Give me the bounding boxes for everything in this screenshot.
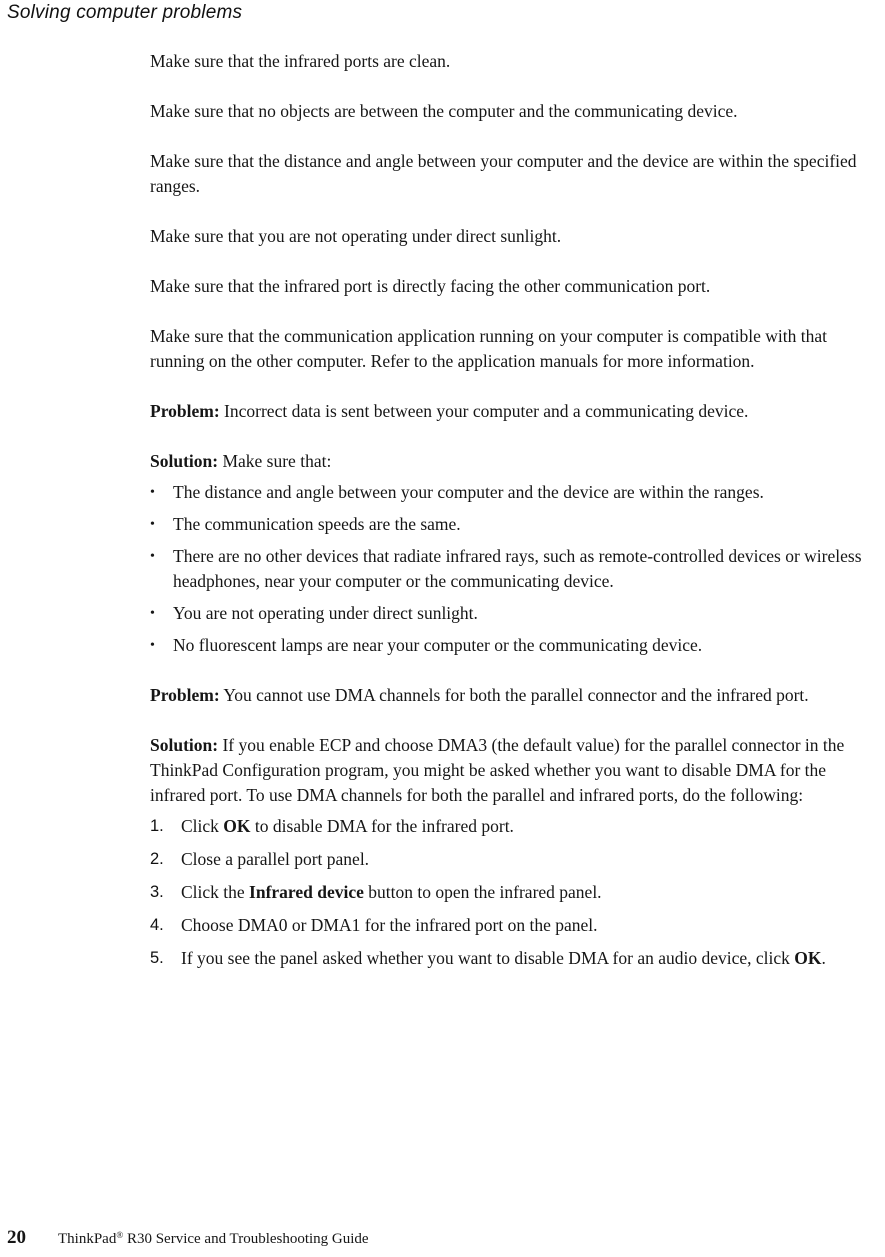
step-text bbox=[181, 913, 883, 938]
bullet-icon: • bbox=[150, 638, 155, 653]
step-number: 2. bbox=[150, 850, 164, 868]
paragraph: Make sure that the infrared port is directly facing the other communication port. bbox=[150, 276, 711, 296]
step-item bbox=[150, 946, 883, 971]
step-item bbox=[150, 913, 883, 938]
problem-text: You cannot use DMA channels for both the parallel connector and the infrared port. bbox=[219, 685, 809, 705]
step-text bbox=[181, 814, 883, 839]
page-footer bbox=[7, 1227, 369, 1249]
step-text-pre: Close a parallel port panel. bbox=[181, 849, 370, 869]
bullet-text: The communication speeds are the same. bbox=[173, 514, 461, 534]
bullet-text: The distance and angle between your computer and the device are within the ranges. bbox=[173, 482, 764, 502]
footer-title-rest: R30 Service and Troubleshooting Guide bbox=[123, 1231, 369, 1247]
paragraph: Make sure that the infrared ports are clean. bbox=[150, 51, 451, 71]
bullet-text: There are no other devices that radiate infrared rays, such as remote-controlled devices or wireless headphones, near your computer or the communicating device. bbox=[173, 546, 862, 591]
bullet-text: You are not operating under direct sunlight. bbox=[173, 603, 478, 623]
step-text-pre: Click bbox=[181, 816, 224, 836]
list-item bbox=[150, 633, 883, 658]
page-number: 20 bbox=[7, 1227, 26, 1248]
list-item bbox=[150, 601, 883, 626]
step-text-post: . bbox=[821, 948, 826, 968]
paragraph: Make sure that the communication application running on your computer is compatible with that running on the other computer. Refer to the application manuals for more information. bbox=[150, 326, 827, 371]
problem-text: Incorrect data is sent between your computer and a communicating device. bbox=[219, 401, 749, 421]
running-header: Solving computer problems bbox=[7, 2, 243, 23]
solution-paragraph bbox=[150, 449, 883, 474]
bullet-list bbox=[150, 480, 883, 658]
step-number: 3. bbox=[150, 883, 164, 901]
step-item bbox=[150, 814, 883, 839]
footer-book-title bbox=[58, 1231, 369, 1248]
step-text-bold: OK bbox=[223, 816, 251, 836]
paragraph: Make sure that the distance and angle between your computer and the device are within the specified ranges. bbox=[150, 151, 857, 196]
step-number: 5. bbox=[150, 949, 164, 967]
solution-paragraph bbox=[150, 733, 883, 808]
step-text-pre: Choose DMA0 or DMA1 for the infrared port on the panel. bbox=[181, 915, 598, 935]
bullet-icon: • bbox=[150, 517, 155, 532]
step-text bbox=[181, 880, 883, 905]
step-text-post: to disable DMA for the infrared port. bbox=[250, 816, 514, 836]
solution-label: Solution: bbox=[150, 735, 219, 755]
paragraph: Make sure that no objects are between the computer and the communicating device. bbox=[150, 101, 738, 121]
bullet-text: No fluorescent lamps are near your computer or the communicating device. bbox=[173, 635, 703, 655]
paragraph: Make sure that you are not operating under direct sunlight. bbox=[150, 226, 562, 246]
numbered-step-list bbox=[150, 814, 883, 971]
registered-trademark-icon: ® bbox=[116, 1230, 124, 1241]
step-text-bold: OK bbox=[794, 948, 822, 968]
solution-label: Solution: bbox=[150, 451, 219, 471]
problem-label: Problem: bbox=[150, 401, 220, 421]
step-item bbox=[150, 880, 883, 905]
step-text bbox=[181, 847, 883, 872]
bullet-icon: • bbox=[150, 606, 155, 621]
step-text bbox=[181, 946, 883, 971]
problem-label: Problem: bbox=[150, 685, 220, 705]
step-number: 4. bbox=[150, 916, 164, 934]
step-number: 1. bbox=[150, 817, 164, 835]
bullet-icon: • bbox=[150, 485, 155, 500]
list-item bbox=[150, 544, 883, 594]
step-text-post: button to open the infrared panel. bbox=[363, 882, 602, 902]
step-text-pre: Click the bbox=[181, 882, 250, 902]
step-text-bold: Infrared device bbox=[249, 882, 364, 902]
list-item bbox=[150, 512, 883, 537]
solution-text: If you enable ECP and choose DMA3 (the default value) for the parallel connector in the ThinkPad Configuration program, you might be asked whether you want to disable DMA for the infrared port. To use DMA channels for both the parallel and infrared ports, do the following: bbox=[150, 735, 845, 805]
list-item bbox=[150, 480, 883, 505]
footer-brand: ThinkPad bbox=[58, 1231, 117, 1247]
problem-paragraph bbox=[150, 683, 883, 708]
bullet-icon: • bbox=[150, 549, 155, 564]
problem-paragraph bbox=[150, 399, 883, 424]
step-text-pre: If you see the panel asked whether you want to disable DMA for an audio device, click bbox=[181, 948, 795, 968]
step-item bbox=[150, 847, 883, 872]
solution-text: Make sure that: bbox=[218, 451, 332, 471]
page-content bbox=[150, 49, 883, 979]
